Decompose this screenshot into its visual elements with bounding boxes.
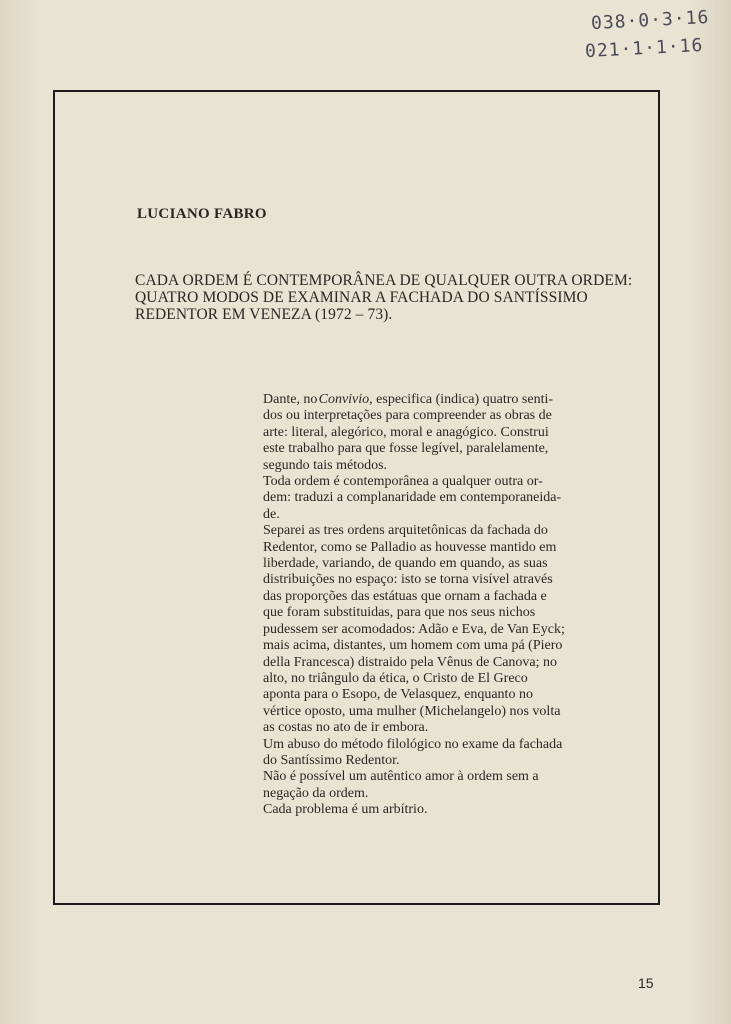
article-body [263, 392, 589, 819]
title-line: QUATRO MODOS DE EXAMINAR A FACHADA DO SANTÍSSIMO [135, 289, 588, 306]
title-line: CADA ORDEM É CONTEMPORÂNEA DE QUALQUER OUTRA ORDEM: [135, 272, 633, 289]
body-line: de. [263, 506, 280, 522]
body-line: Um abuso do método filológico no exame da fachada [263, 736, 563, 752]
body-line: segundo tais métodos. [263, 457, 388, 473]
article-title [135, 272, 633, 323]
body-line: della Francesca) distraido pela Vênus de Canova; no [263, 654, 558, 670]
body-line: mais acima, distantes, um homem com uma pá (Piero [263, 638, 563, 654]
handwritten-catalog-number-secondary: 021·1·1·16 [584, 34, 704, 63]
book-title-emphasis: Convivio [318, 392, 370, 407]
body-line [263, 392, 589, 408]
body-line: que foram substituidas, para que nos seus nichos [263, 605, 536, 621]
title-line: REDENTOR EM VENEZA (1972 – 73). [135, 306, 393, 323]
page-number: 15 [638, 975, 654, 991]
body-text: , especifica (indica) quatro senti- [369, 392, 554, 407]
body-line: negação da ordem. [263, 785, 369, 801]
body-line: pudessem ser acomodados: Adão e Eva, de Van Eyck; [263, 621, 565, 637]
body-line: das proporções das estátuas que ornam a fachada e [263, 588, 547, 604]
body-line: dem: traduzi a complanaridade em contemporaneida- [263, 490, 562, 506]
body-line: liberdade, variando, de quando em quando, as suas [263, 556, 548, 572]
body-line: distribuições no espaço: isto se torna visível através [263, 572, 553, 588]
body-line: alto, no triângulo da ética, o Cristo de El Greco [263, 670, 528, 686]
body-line: Separei as tres ordens arquitetônicas da fachada do [263, 523, 548, 539]
body-line: vértice oposto, uma mulher (Michelangelo) nos volta [263, 703, 561, 719]
body-line: aponta para o Esopo, de Velasquez, enquanto no [263, 687, 533, 703]
handwritten-catalog-number: 038·0·3·16 [590, 6, 710, 35]
body-text: Dante, no [263, 392, 318, 407]
body-line: Redentor, como se Palladio as houvesse mantido em [263, 539, 557, 555]
body-line: dos ou interpretações para compreender as obras de [263, 408, 552, 424]
body-line: Não é possível um autêntico amor à ordem sem a [263, 769, 539, 785]
body-line: Cada problema é um arbítrio. [263, 802, 428, 818]
author-name: LUCIANO FABRO [137, 206, 267, 222]
body-line: do Santíssimo Redentor. [263, 752, 400, 768]
body-line: as costas no ato de ir embora. [263, 720, 429, 736]
body-line: este trabalho para que fosse legível, paralelamente, [263, 441, 549, 457]
body-line: Toda ordem é contemporânea a qualquer outra or- [263, 474, 543, 490]
body-line: arte: literal, alegórico, moral e anagógico. Construi [263, 424, 549, 440]
